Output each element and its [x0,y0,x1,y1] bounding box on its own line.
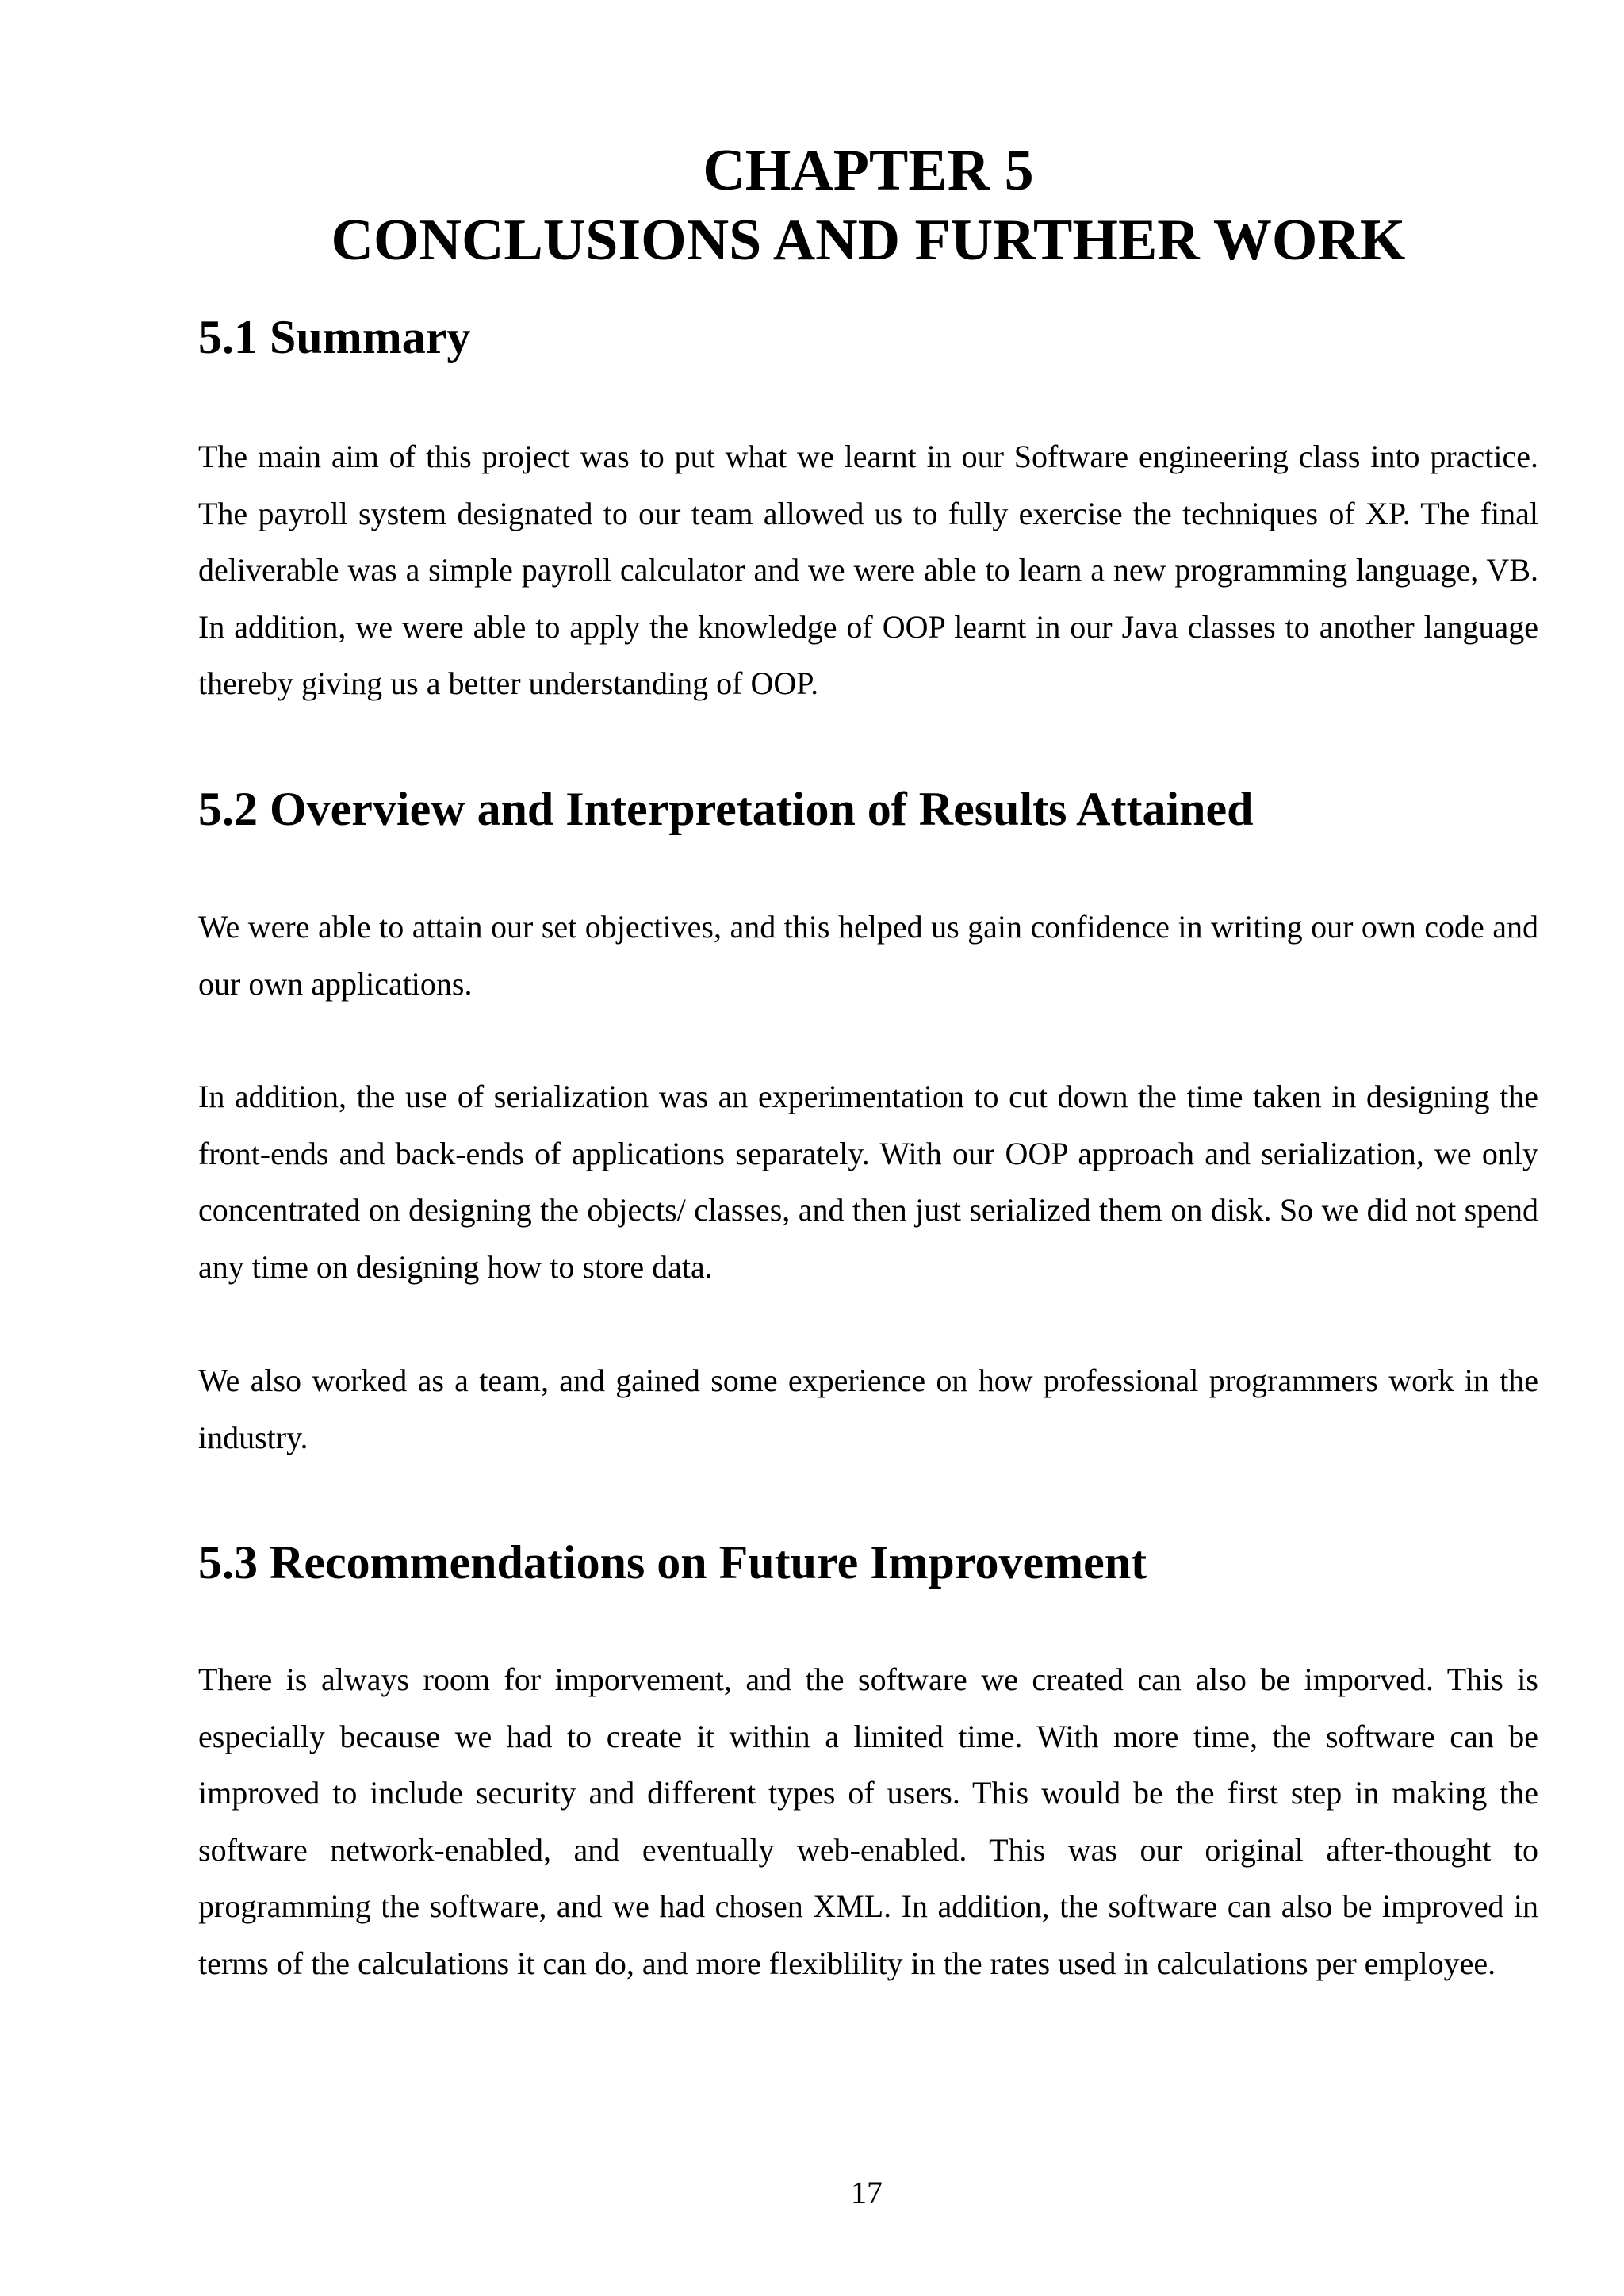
chapter-number: CHAPTER 5 [703,138,1034,203]
page-number: 17 [851,2175,883,2210]
section-heading-summary: 5.1 Summary [198,311,471,363]
overview-paragraph-teamwork: We also worked as a team, and gained some experience on how professional programmers work in the industry. [198,1363,1538,1455]
summary-paragraph: The main aim of this project was to put what we learnt in our Software engineering class into practice. The payroll system designated to our team allowed us to fully exercise the techniques of XP. The final deliverable was a simple payroll calculator and we were able to learn a new programming language, VB. In addition, we were able to apply the knowledge of OOP learnt in our Java classes to another language thereby giving us a better understanding of OOP. [198,439,1538,701]
chapter-title: CONCLUSIONS AND FURTHER WORK [331,208,1406,273]
section-heading-recommendations: 5.3 Recommendations on Future Improvement [198,1536,1147,1589]
section-heading-overview: 5.2 Overview and Interpretation of Results Attained [198,783,1254,835]
recommendations-paragraph: There is always room for imporvement, and the software we created can also be imporved. This is especially because we had to create it within a limited time. With more time, the software can be improved to include security and different types of users. This would be the first step in making the software network-enabled, and eventually web-enabled. This was our original after-thought to programming the software, and we had chosen XML. In addition, the software can also be improved in terms of the calculations it can do, and more flexiblility in the rates used in calculations per employee. [198,1662,1538,1981]
overview-paragraph-objectives: We were able to attain our set objectives, and this helped us gain confidence in writing our own code and our own applications. [198,909,1538,1002]
overview-paragraph-serialization: In addition, the use of serialization was an experimentation to cut down the time taken in designing the front-ends and back-ends of applications separately. With our OOP approach and serialization, we only concentrated on designing the objects/ classes, and then just serialized them on disk. So we did not spend any time on designing how to store data. [198,1079,1538,1285]
